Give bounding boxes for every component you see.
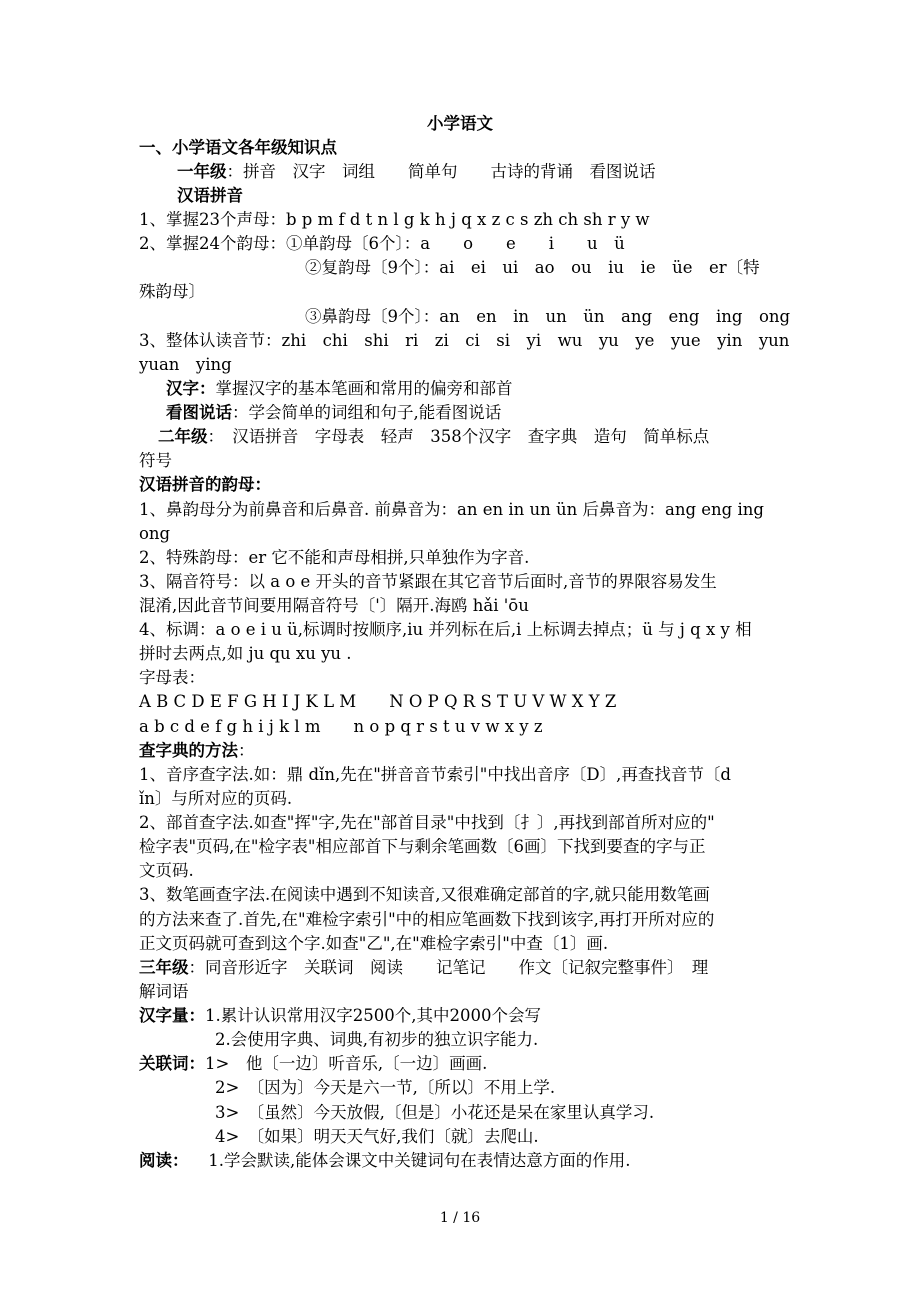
kantu-line bbox=[166, 401, 836, 425]
page-title: 小学语文 bbox=[427, 114, 493, 133]
text-line: 拼时去两点,如 ju qu xu yu . bbox=[139, 644, 352, 663]
yuedu-item: 1.学会默读,能体会课文中关键词句在表情达意方面的作用. bbox=[208, 1151, 631, 1170]
text-line: 的方法来查了.首先,在"难检字索引"中的相应笔画数下找到该字,再打开所对应的 bbox=[139, 910, 715, 929]
hanziliang-line bbox=[139, 1004, 809, 1028]
text-line: 殊韵母〕 bbox=[139, 282, 205, 301]
hanziliang-item: 1.累计认识常用汉字2500个,其中2000个会写 bbox=[205, 1006, 541, 1025]
text-line: 4> 〔如果〕明天天气好,我们〔就〕去爬山. bbox=[215, 1127, 539, 1146]
text-line: 2> 〔因为〕今天是六一节,〔所以〕不用上学. bbox=[215, 1078, 556, 1097]
guanlianci-label: 关联词： bbox=[139, 1054, 205, 1073]
text-line: 1、掌握23个声母：b p m f d t n l g k h j q x z c s zh ch sh r y w bbox=[139, 210, 650, 229]
hanzi-text: 掌握汉字的基本笔画和常用的偏旁和部首 bbox=[215, 379, 513, 398]
text-line: ong bbox=[139, 524, 171, 543]
page-number: 1 / 16 bbox=[439, 1210, 481, 1226]
text-line: 解词语 bbox=[139, 982, 189, 1001]
yunmu-heading: 汉语拼音的韵母： bbox=[139, 475, 271, 494]
text-line: ǐn〕与所对应的页码. bbox=[139, 789, 293, 808]
alphabet-label: 字母表： bbox=[139, 668, 205, 687]
hanziliang-label: 汉字量： bbox=[139, 1006, 205, 1025]
grade1-line bbox=[177, 160, 847, 184]
text-line: 正文页码就可查到这个字.如查"乙",在"难检字索引"中查〔1〕画. bbox=[139, 934, 609, 953]
text-line: 混淆,因此音节间要用隔音符号〔'〕隔开.海鸥 hǎi 'ōu bbox=[139, 596, 529, 615]
hanzi-line bbox=[166, 377, 836, 401]
alphabet-upper: A B C D E F G H I J K L M N O P Q R S T U V W X Y Z bbox=[139, 692, 617, 711]
alphabet-lower: a b c d e f g h i j k l m n o p q r s t u v w x y z bbox=[139, 717, 543, 736]
dict-heading: 查字典的方法 bbox=[139, 741, 238, 760]
kantu-text: ：学会简单的词组和句子,能看图说话 bbox=[232, 403, 502, 422]
text-line: ②复韵母〔9个〕：ai ei ui ao ou iu ie üe er〔特 bbox=[305, 258, 760, 277]
text-line: 3、数笔画查字法.在阅读中遇到不知读音,又很难确定部首的字,就只能用数笔画 bbox=[139, 885, 710, 904]
text-line: 文页码. bbox=[139, 861, 194, 880]
text-line: 2、特殊韵母：er 它不能和声母相拼,只单独作为字音. bbox=[139, 548, 530, 567]
pinyin-heading: 汉语拼音 bbox=[177, 186, 243, 205]
dict-heading-line bbox=[139, 739, 809, 763]
text-line: 符号 bbox=[139, 451, 172, 470]
dict-colon: ： bbox=[238, 741, 255, 760]
grade2-items: ： 汉语拼音 字母表 轻声 358个汉字 查字典 造句 简单标点 bbox=[207, 427, 710, 446]
grade2-line bbox=[158, 425, 828, 449]
section-heading: 一、小学语文各年级知识点 bbox=[139, 138, 337, 157]
text-line: 检字表"页码,在"检字表"相应部首下与剩余笔画数〔6画〕下找到要查的字与正 bbox=[139, 837, 706, 856]
grade3-label: 三年级 bbox=[139, 958, 189, 977]
text-line: 1、音序查字法.如：鼎 dǐn,先在"拼音音节索引"中找出音序〔D〕,再查找音节〔d bbox=[139, 765, 731, 784]
grade2-label: 二年级 bbox=[158, 427, 208, 446]
text-line: 1、鼻韵母分为前鼻音和后鼻音. 前鼻音为：an en in un ün 后鼻音为：ang eng ing bbox=[139, 500, 764, 519]
text-line: yuan ying bbox=[139, 355, 232, 374]
grade1-items: ：拼音 汉字 词组 简单句 古诗的背诵 看图说话 bbox=[226, 162, 656, 181]
grade1-label: 一年级 bbox=[177, 162, 227, 181]
guanlianci-item: 1> 他〔一边〕听音乐,〔一边〕画画. bbox=[205, 1054, 488, 1073]
hanzi-label: 汉字： bbox=[166, 379, 216, 398]
text-line: 4、标调：a o e i u ü,标调时按顺序,iu 并列标在后,i 上标调去掉点；ü 与 j q x y 相 bbox=[139, 620, 752, 639]
grade3-line bbox=[139, 956, 809, 980]
kantu-label: 看图说话 bbox=[166, 403, 232, 422]
text-line: 3> 〔虽然〕今天放假,〔但是〕小花还是呆在家里认真学习. bbox=[215, 1103, 655, 1122]
text-line: 3、隔音符号：以 a o e 开头的音节紧跟在其它音节后面时,音节的界限容易发生 bbox=[139, 572, 717, 591]
text-line: 3、整体认读音节：zhi chi shi ri zi ci si yi wu yu ye yue yin yun bbox=[139, 331, 790, 350]
grade3-items: ：同音形近字 关联词 阅读 记笔记 作文〔记叙完整事件〕 理 bbox=[188, 958, 709, 977]
guanlianci-line bbox=[139, 1052, 809, 1076]
yuedu-label: 阅读： bbox=[139, 1151, 189, 1170]
text-line: ③鼻韵母〔9个〕：an en in un ün ang eng ing ong bbox=[305, 307, 791, 326]
text-line: 2、掌握24个韵母：①单韵母〔6个〕：a o e i u ü bbox=[139, 234, 625, 253]
text-line: 2.会使用字典、词典,有初步的独立识字能力. bbox=[215, 1030, 539, 1049]
text-line: 2、部首查字法.如查"挥"字,先在"部首目录"中找到〔扌〕,再找到部首所对应的" bbox=[139, 813, 715, 832]
yuedu-line bbox=[139, 1149, 809, 1173]
